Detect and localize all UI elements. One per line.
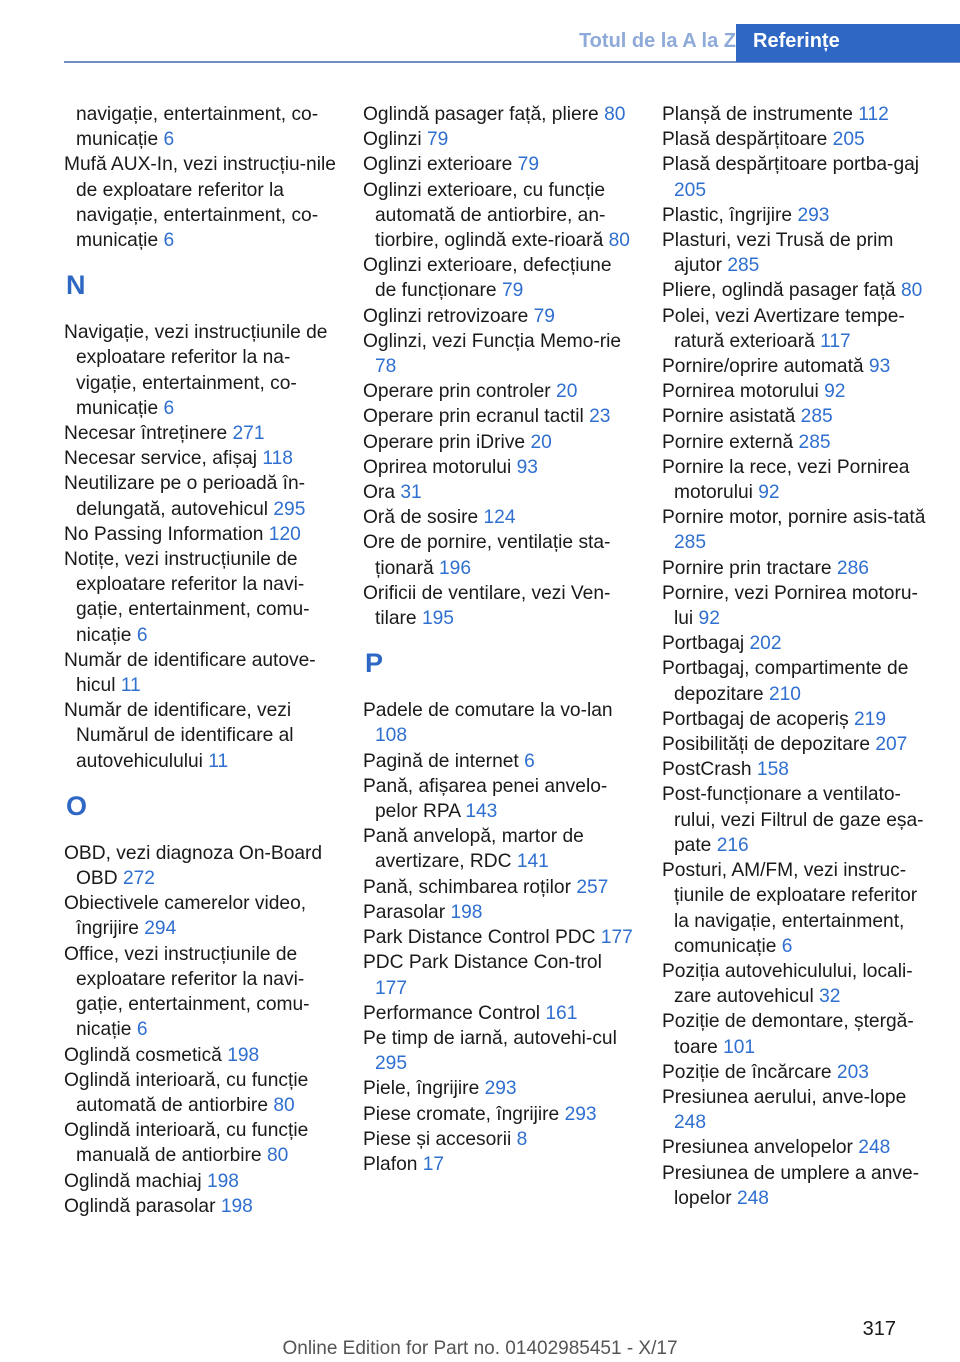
index-column-2 — [363, 102, 635, 1177]
page-reference-link[interactable]: 79 — [427, 129, 449, 151]
page-reference-link[interactable]: 92 — [824, 381, 846, 403]
page-reference-link[interactable]: 124 — [483, 507, 516, 529]
index-entry-text: Notițe, vezi instrucțiunile de exploatare referitor la navi‐gație, entertainment, comu‐nicație — [64, 549, 310, 646]
index-entry — [64, 471, 336, 521]
page-header — [0, 24, 960, 62]
index-entry — [363, 1026, 635, 1076]
index-entry-text: Operare prin controler — [363, 381, 551, 403]
page-reference-link[interactable]: 248 — [736, 1187, 769, 1209]
page-reference-link[interactable]: 158 — [756, 759, 789, 781]
index-entry-text: Poziția autovehiculului, locali‐zare autovehicul — [662, 960, 913, 1008]
index-entry — [64, 320, 336, 421]
index-entry-text: Pornire/oprire automată — [662, 356, 864, 378]
index-entry-text: Park Distance Control PDC — [363, 927, 596, 949]
index-entry-text: Plasă despărțitoare portba‐gaj — [662, 154, 920, 176]
index-entry-text: Ora — [363, 482, 395, 504]
index-column-1 — [64, 102, 336, 1219]
index-entry-text: municație — [76, 129, 159, 151]
page-reference-link[interactable]: 196 — [439, 557, 472, 579]
index-entry — [662, 1060, 934, 1085]
index-entry-text: Plasturi, vezi Trusă de prim ajutor — [662, 230, 894, 277]
index-entry — [363, 253, 635, 303]
page-number: 317 — [862, 1318, 896, 1340]
index-entry-text: Performance Control — [363, 1002, 541, 1024]
page-reference-link[interactable]: 203 — [836, 1061, 869, 1083]
index-entry — [662, 152, 934, 202]
index-entry — [662, 404, 934, 429]
index-entry-text: Oglinzi exterioare, cu funcție automată de antiorbire, an‐tiorbire, oglindă exte‐rioară — [363, 179, 606, 252]
index-entry — [64, 446, 336, 471]
index-entry-text: Oglinzi, vezi Funcția Memo‐rie — [363, 330, 622, 352]
index-entry-text: Pană, afișarea penei anvelo‐pelor RPA — [363, 775, 608, 823]
page-reference-link[interactable]: 23 — [589, 406, 611, 428]
index-entry — [64, 648, 336, 698]
page-reference-link[interactable]: 195 — [421, 608, 454, 630]
index-entry — [64, 1068, 336, 1118]
index-entry-text: Post-funcționare a ventilato‐rului, vezi Filtrul de gaze eșa‐pate — [662, 784, 924, 856]
index-entry — [662, 1135, 934, 1160]
index-entry-text: Portbagaj, compartimente de depozitare — [662, 658, 909, 705]
index-entry-text: Poziție de încărcare — [662, 1061, 832, 1083]
page-reference-link[interactable]: 285 — [800, 406, 833, 428]
index-entry-text: Pană, schimbarea roților — [363, 876, 571, 898]
index-entry-text: Portbagaj — [662, 633, 745, 655]
index-entry — [662, 304, 934, 354]
index-entry-text: Pornire asistată — [662, 406, 796, 428]
index-entry — [64, 942, 336, 1043]
index-entry-text: Oglindă cosmetică — [64, 1044, 222, 1066]
index-entry-text: Padele de comutare la vo‐lan — [363, 700, 613, 722]
index-entry — [64, 1118, 336, 1168]
page-reference-link[interactable]: 210 — [768, 683, 801, 705]
index-entry-text: PostCrash — [662, 759, 752, 781]
index-entry — [363, 925, 635, 950]
page-reference-link[interactable]: 271 — [232, 423, 265, 445]
page-reference-link[interactable]: 198 — [206, 1170, 239, 1192]
index-entry — [662, 556, 934, 581]
index-entry — [64, 102, 336, 127]
page-reference-link[interactable]: 78 — [375, 356, 397, 378]
page-reference-link[interactable]: 118 — [262, 448, 293, 470]
index-entry-text: Piese și accesorii — [363, 1128, 512, 1150]
index-entry-text: Oglindă machiaj — [64, 1170, 202, 1192]
page-reference-link[interactable]: 11 — [120, 675, 141, 697]
index-entry-text: No Passing Information — [64, 523, 264, 545]
index-entry-text: Portbagaj de acoperiș — [662, 708, 849, 730]
page-reference-link[interactable]: 205 — [832, 129, 865, 151]
index-entry — [363, 404, 635, 429]
index-entry-text: Oglinzi retrovizoare — [363, 305, 529, 327]
page-reference-link[interactable]: 79 — [533, 305, 555, 327]
page-reference-link[interactable]: 293 — [564, 1103, 597, 1125]
index-entry-text: Parasolar — [363, 901, 446, 923]
index-entry — [662, 455, 934, 505]
index-entry — [363, 304, 635, 329]
index-entry — [64, 522, 336, 547]
page-reference-link[interactable]: 79 — [517, 154, 539, 176]
page-reference-link[interactable]: 272 — [122, 868, 155, 890]
index-entry — [363, 505, 635, 530]
page-reference-link[interactable]: 92 — [758, 482, 780, 504]
index-entry-text: Număr de identificare autove‐hicul — [64, 649, 316, 697]
index-entry — [662, 581, 934, 631]
page-reference-link[interactable]: 285 — [727, 255, 760, 277]
index-entry-text: Oglindă parasolar — [64, 1195, 216, 1217]
index-entry — [662, 959, 934, 1009]
index-entry-text: Oglinzi exterioare — [363, 154, 513, 176]
index-entry-text: Pornire prin tractare — [662, 557, 832, 579]
index-entry-text: Număr de identificare, vezi Numărul de identificare al autovehiculului — [64, 700, 294, 772]
index-entry — [363, 581, 635, 631]
index-entry — [363, 178, 635, 254]
page-reference-link[interactable]: 80 — [604, 104, 626, 125]
page-reference-link[interactable]: 198 — [220, 1195, 253, 1217]
index-entry-text: Pană anvelopă, martor de avertizare, RDC — [363, 826, 584, 873]
index-entry — [363, 127, 635, 152]
index-entry-text: PDC Park Distance Con‐trol — [363, 952, 602, 974]
section-title: Totul de la A la Z — [578, 30, 736, 52]
page-reference-link[interactable]: 112 — [858, 104, 889, 125]
index-entry — [363, 875, 635, 900]
page-reference-link[interactable]: 285 — [798, 431, 831, 453]
index-entry-text: Pornire externă — [662, 431, 794, 453]
index-entry-text: Neutilizare pe o perioadă în‐delungată, autovehicul — [64, 473, 306, 520]
page-reference-link[interactable]: 141 — [516, 851, 549, 873]
index-entry-text: Plastic, îngrijire — [662, 204, 793, 226]
page-reference-link[interactable]: 285 — [674, 532, 707, 554]
index-entry — [363, 1127, 635, 1152]
page-reference-link[interactable]: 177 — [375, 977, 408, 999]
index-entry-text: Necesar întreținere — [64, 423, 228, 445]
index-entry — [363, 900, 635, 925]
index-entry — [64, 547, 336, 648]
page-reference-link[interactable]: 177 — [600, 927, 633, 949]
index-entry-text: Oglinzi exterioare, defecțiune de funcționare — [363, 255, 612, 302]
index-entry — [662, 757, 934, 782]
index-entry — [64, 127, 336, 152]
index-entry — [363, 824, 635, 874]
page-reference-link[interactable]: 120 — [268, 523, 301, 545]
page-reference-link[interactable]: 92 — [698, 608, 720, 630]
page-reference-link[interactable]: 293 — [484, 1078, 517, 1100]
index-entry-text: Polei, vezi Avertizare tempe‐ratură exterioară — [662, 305, 905, 352]
index-entry — [64, 152, 336, 253]
index-entry — [662, 707, 934, 732]
index-entry — [662, 379, 934, 404]
page-reference-link[interactable]: 80 — [608, 230, 630, 252]
index-entry — [363, 480, 635, 505]
page-reference-link[interactable]: 257 — [576, 876, 609, 898]
index-letter-heading: O — [66, 790, 88, 821]
page-reference-link[interactable]: 6 — [163, 230, 175, 252]
index-entry — [662, 203, 934, 228]
index-entry-text: Necesar service, afișaj — [64, 448, 258, 470]
page-reference-link[interactable]: 219 — [854, 708, 887, 730]
index-entry — [662, 631, 934, 656]
index-entry-text: Orificii de ventilare, vezi Ven‐tilare — [363, 582, 611, 630]
page-reference-link[interactable]: 20 — [556, 381, 578, 403]
index-entry — [662, 656, 934, 706]
page-reference-link[interactable]: 80 — [900, 280, 923, 302]
index-entry-text: Office, vezi instrucțiunile de exploatare referitor la navi‐gație, entertainment, comu‐nicație — [64, 943, 310, 1041]
index-entry — [662, 732, 934, 757]
index-entry — [662, 505, 934, 555]
page-reference-link[interactable]: 20 — [530, 431, 552, 453]
index-entry-text: Oglindă pasager față, pliere — [363, 104, 599, 125]
index-entry-text: navigație, entertainment, co‐ — [76, 104, 319, 125]
page-reference-link[interactable]: 6 — [163, 397, 175, 419]
index-entry-text: Pornire la rece, vezi Pornirea motorului — [662, 456, 910, 504]
index-entry-text: Oră de sosire — [363, 507, 479, 529]
index-letter-heading: N — [66, 270, 86, 301]
index-entry — [363, 1102, 635, 1127]
index-entry — [363, 698, 635, 748]
page-reference-link[interactable]: 32 — [819, 986, 841, 1008]
page-reference-link[interactable]: 295 — [273, 498, 306, 520]
page-reference-link[interactable]: 6 — [136, 1019, 148, 1041]
index-entry — [662, 228, 934, 278]
index-entry-text: OBD, vezi diagnoza On-Board OBD — [64, 842, 323, 890]
index-entry — [64, 698, 336, 774]
index-entry — [363, 329, 635, 379]
index-column-3 — [662, 102, 934, 1211]
index-entry-text: Plasă despărțitoare — [662, 129, 828, 151]
index-entry-text: Posibilități de depozitare — [662, 734, 870, 756]
index-entry-text: Obiectivele camerelor video, îngrijire — [64, 893, 307, 940]
index-entry — [363, 950, 635, 1000]
index-entry — [64, 891, 336, 941]
page-reference-link[interactable]: 108 — [375, 725, 408, 747]
index-entry — [64, 421, 336, 446]
index-entry — [64, 1169, 336, 1194]
index-entry — [363, 774, 635, 824]
index-entry-text: Pe timp de iarnă, autovehi‐cul — [363, 1027, 617, 1049]
index-entry-text: Presiunea anvelopelor — [662, 1137, 853, 1159]
index-entry-text: Posturi, AM/FM, vezi instruc‐țiunile de exploatare referitor la navigație, entertainment, comunicație — [662, 860, 918, 957]
index-entry-text: Oprirea motorului — [363, 456, 512, 478]
index-entry-text: Oglindă interioară, cu funcție manuală de antiorbire — [64, 1120, 309, 1167]
page-reference-link[interactable]: 248 — [674, 1112, 707, 1134]
index-entry-text: Ore de pornire, ventilație sta‐ționară — [363, 532, 611, 579]
page-reference-link[interactable]: 6 — [781, 935, 793, 957]
page-reference-link[interactable]: 205 — [674, 179, 707, 201]
page-reference-link[interactable]: 31 — [400, 482, 422, 504]
index-entry — [662, 782, 934, 858]
page-reference-link[interactable]: 286 — [836, 557, 869, 579]
page-reference-link[interactable]: 17 — [422, 1153, 445, 1175]
index-entry — [662, 278, 934, 303]
index-entry-text: Pornire, vezi Pornirea motoru‐lui — [662, 582, 918, 630]
index-entry — [662, 1009, 934, 1059]
page-reference-link[interactable]: 161 — [545, 1002, 578, 1024]
index-entry-text: Pliere, oglindă pasager față — [662, 280, 896, 302]
index-entry-text: Mufă AUX-In, vezi instrucțiu‐nile de exploatare referitor la navigație, entertainment, co‐municație — [64, 154, 336, 252]
index-entry — [363, 749, 635, 774]
index-entry — [363, 530, 635, 580]
page-reference-link[interactable]: 248 — [858, 1137, 891, 1159]
index-entry — [64, 841, 336, 891]
page-reference-link[interactable]: 295 — [375, 1053, 408, 1075]
index-entry — [64, 1194, 336, 1219]
page-reference-link[interactable]: 6 — [524, 750, 535, 772]
page-reference-link[interactable]: 202 — [749, 633, 782, 655]
page-reference-link[interactable]: 6 — [163, 129, 175, 151]
index-entry — [662, 102, 934, 127]
index-entry-text: Pagină de internet — [363, 750, 519, 772]
index-letter-heading: P — [365, 648, 384, 679]
index-entry — [363, 152, 635, 177]
index-entry — [662, 354, 934, 379]
index-entry-text: Operare prin iDrive — [363, 431, 526, 453]
index-entry — [363, 379, 635, 404]
page-reference-link[interactable]: 93 — [868, 356, 891, 378]
index-entry — [363, 1076, 635, 1101]
page-reference-link[interactable]: 93 — [516, 456, 538, 478]
page-reference-link[interactable]: 8 — [516, 1128, 528, 1150]
index-entry-text: Oglinzi — [363, 129, 422, 151]
index-entry — [662, 430, 934, 455]
index-entry-text: Navigație, vezi instrucțiunile de exploatare referitor la na‐vigație, entertainment, co‐municație — [64, 322, 328, 419]
index-entry-text: Presiunea de umplere a anve‐lopelor — [662, 1162, 920, 1209]
index-entry — [363, 1152, 635, 1177]
edition-footer: Online Edition for Part no. 01402985451 - X/17 — [282, 1338, 678, 1359]
index-entry — [662, 1085, 934, 1135]
index-entry-text: Presiunea aerului, anve‐lope — [662, 1086, 907, 1108]
page-reference-link[interactable]: 143 — [465, 801, 498, 823]
index-entry-text: Operare prin ecranul tactil — [363, 406, 584, 428]
index-entry — [662, 1161, 934, 1211]
page-reference-link[interactable]: 216 — [716, 834, 749, 856]
page-reference-link[interactable]: 80 — [266, 1145, 289, 1167]
index-entry-text: Pornirea motorului — [662, 381, 819, 403]
page-reference-link[interactable]: 79 — [501, 280, 524, 302]
index-entry-text: Poziție de demontare, ștergă‐toare — [662, 1011, 914, 1058]
index-entry-text: Planșă de instrumente — [662, 104, 853, 125]
index-entry-text: Pornire motor, pornire asis‐tată — [662, 507, 926, 529]
index-entry-text: Piele, îngrijire — [363, 1078, 480, 1100]
page-reference-link[interactable]: 11 — [208, 750, 229, 772]
index-entry — [662, 858, 934, 959]
page-reference-link[interactable]: 101 — [723, 1036, 756, 1058]
index-entry — [64, 1043, 336, 1068]
index-entry-text: Piese cromate, îngrijire — [363, 1103, 560, 1125]
page-reference-link[interactable]: 294 — [144, 918, 177, 940]
page-reference-link[interactable]: 80 — [273, 1094, 295, 1116]
page-reference-link[interactable]: 207 — [875, 734, 908, 756]
page-reference-link[interactable]: 6 — [136, 624, 148, 646]
page-reference-link[interactable]: 198 — [227, 1044, 260, 1066]
index-entry — [363, 455, 635, 480]
chapter-tab: Referințe — [736, 24, 960, 62]
index-entry — [363, 430, 635, 455]
index-entry-text: Oglindă interioară, cu funcție automată de antiorbire — [64, 1069, 309, 1116]
index-entry — [363, 102, 635, 127]
page-reference-link[interactable]: 293 — [797, 204, 830, 226]
index-entry — [662, 127, 934, 152]
page-reference-link[interactable]: 198 — [450, 901, 483, 923]
index-entry — [363, 1001, 635, 1026]
index-entry-text: Plafon — [363, 1153, 418, 1175]
page-reference-link[interactable]: 117 — [820, 330, 851, 352]
